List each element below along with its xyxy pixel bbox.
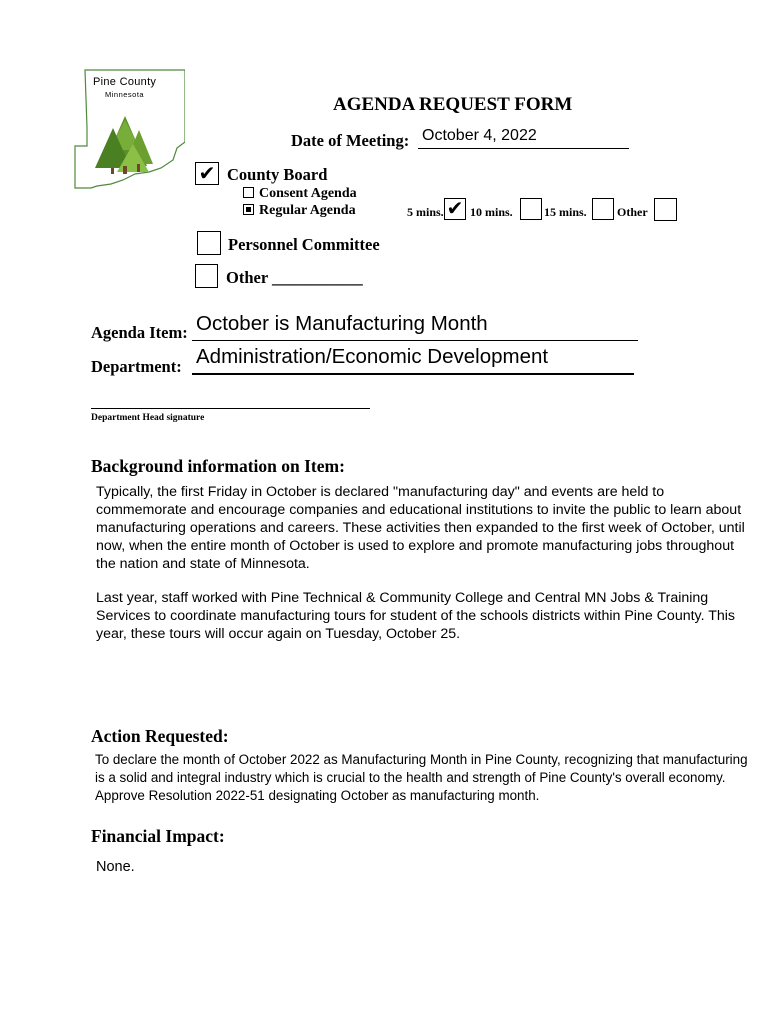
action-heading: Action Requested: (91, 726, 229, 746)
form-title: AGENDA REQUEST FORM (333, 94, 573, 115)
regular-agenda-option[interactable]: Regular Agenda (243, 203, 356, 219)
financial-text: None. (96, 859, 135, 875)
meeting-date-label: Date of Meeting: (291, 131, 410, 150)
department-value: Administration/Economic Development (196, 345, 549, 368)
time-10-checkbox[interactable] (520, 198, 542, 220)
background-paragraph: Typically, the first Friday in October is declared "manufacturing day" and events are held to commemorate and encourage companies and educational institutions to invite the public to learn about manufacturing operations and careers. These activities then expanded to the first week of October, until now, when the entire month of October is used to explore and promote manufacturing jobs throughout the nation and state of Minnesota. (96, 484, 745, 572)
time-other-label: Other (617, 205, 648, 219)
other-checkbox[interactable] (195, 264, 218, 288)
action-text: To declare the month of October 2022 as Manufacturing Month in Pine County, recognizing that manufacturing is a solid and integral industry which is crucial to the health and strength of Pine County's overall economy. Approve Resolution 2022-51 designating October as manufacturing month. (95, 752, 748, 803)
check-icon: ✔ (198, 162, 216, 185)
time-5-checkbox[interactable] (444, 198, 466, 220)
meeting-date-field[interactable] (418, 127, 629, 149)
financial-heading: Financial Impact: (91, 826, 225, 846)
background-heading: Background information on Item: (91, 456, 345, 476)
department-field[interactable] (192, 346, 634, 375)
department-label: Department: (91, 357, 182, 376)
time-other-checkbox[interactable] (654, 198, 677, 221)
pine-county-logo (73, 68, 185, 190)
regular-agenda-checkbox[interactable] (243, 204, 254, 215)
personnel-committee-label: Personnel Committee (228, 235, 380, 254)
consent-agenda-checkbox[interactable] (243, 187, 254, 198)
personnel-committee-checkbox[interactable] (197, 231, 221, 255)
other-label: Other ___________ (226, 268, 363, 287)
logo-subtitle: Minnesota (105, 90, 145, 99)
agenda-item-label: Agenda Item: (91, 323, 188, 342)
meeting-date-value: October 4, 2022 (422, 127, 537, 144)
background-text (96, 483, 756, 659)
county-board-label: County Board (227, 165, 328, 184)
time-5-label: 5 mins. (407, 205, 444, 219)
trees-icon (95, 116, 153, 174)
signature-line[interactable] (91, 398, 370, 409)
time-10-label: 10 mins. (470, 205, 513, 219)
time-15-checkbox[interactable] (592, 198, 614, 220)
county-board-checkbox[interactable] (195, 162, 219, 185)
agenda-item-value: October is Manufacturing Month (196, 312, 488, 335)
check-icon: ✔ (446, 198, 464, 220)
background-paragraph: Last year, staff worked with Pine Technical & Community College and Central MN Jobs & Training Services to coordinate manufacturing tours for student of the schools districts within Pine County. This year, these tours will occur again on Tuesday, October 25. (96, 590, 736, 642)
consent-agenda-option[interactable]: Consent Agenda (243, 186, 357, 202)
time-15-label: 15 mins. (544, 205, 587, 219)
logo-title: Pine County (93, 76, 157, 88)
agenda-item-field[interactable] (192, 313, 638, 341)
signature-label: Department Head signature (91, 413, 205, 423)
